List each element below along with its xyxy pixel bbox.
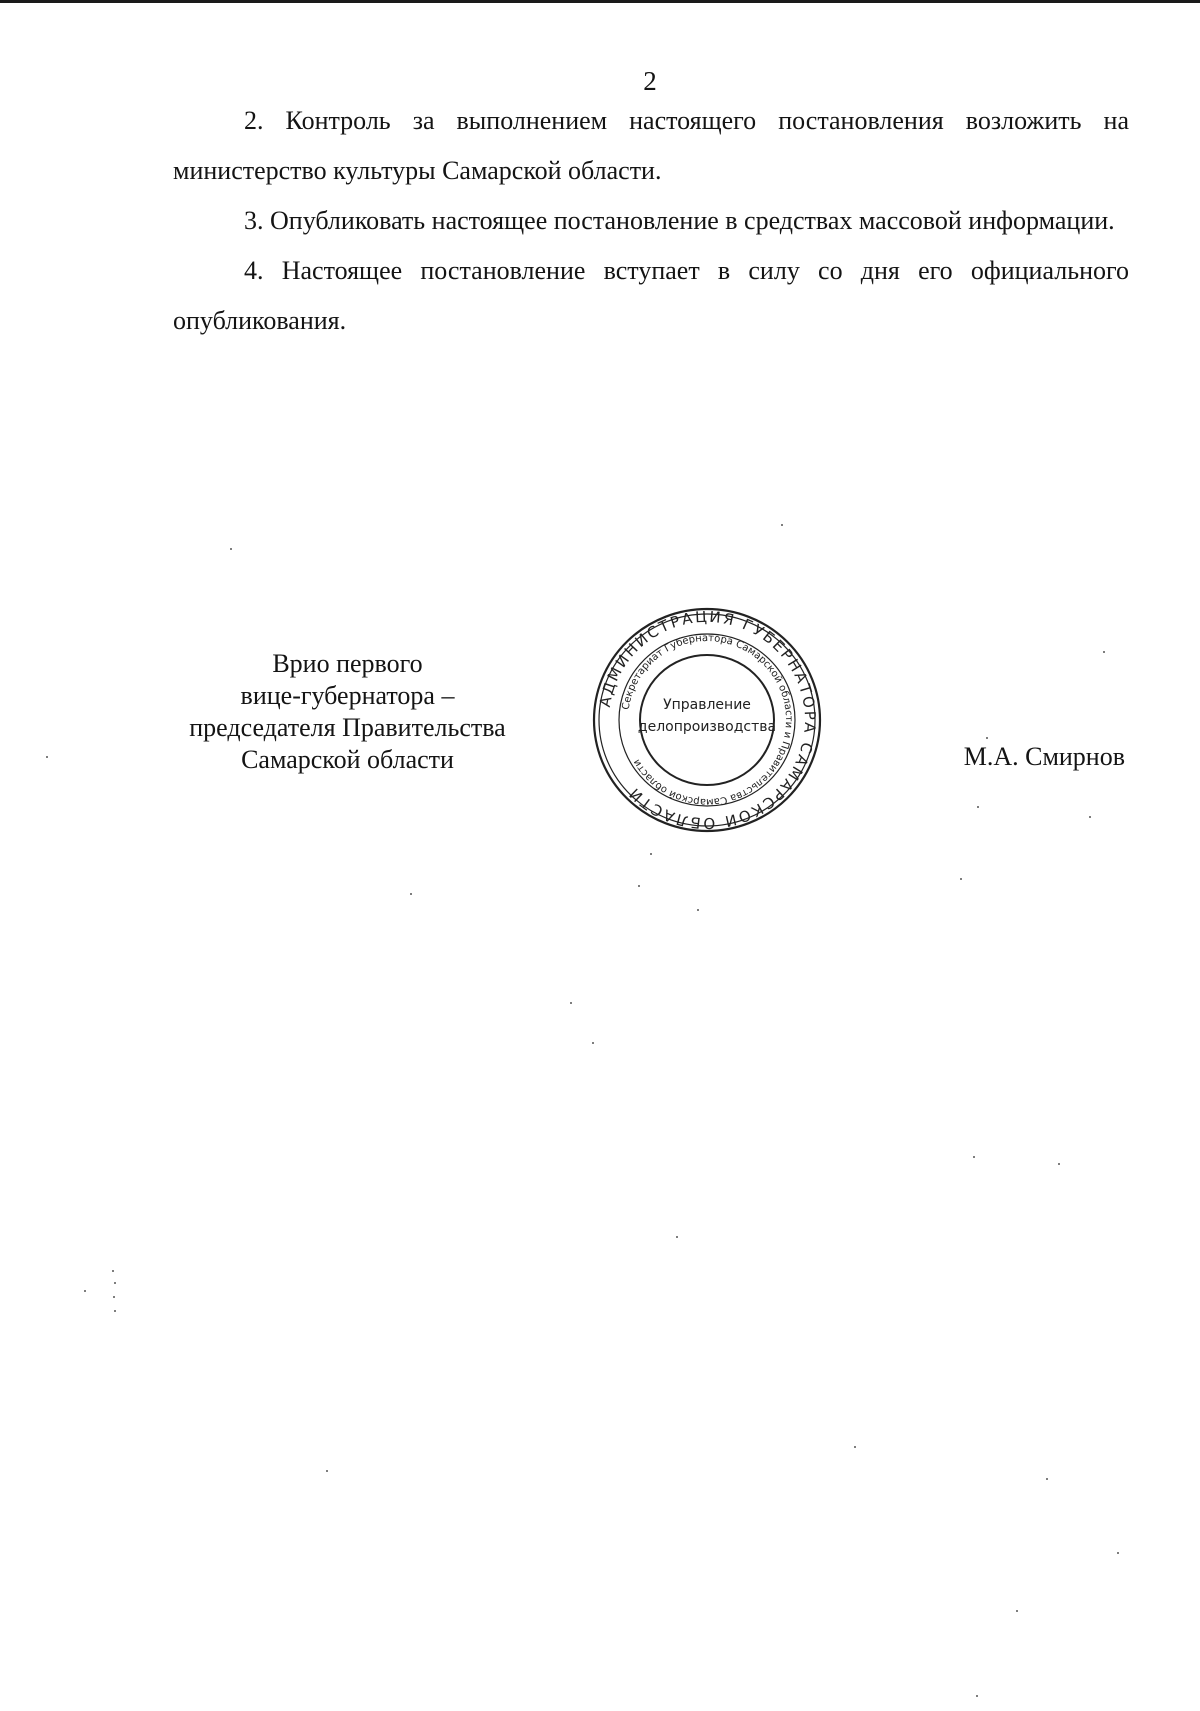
scan-speck: [592, 1042, 594, 1044]
scan-speck: [1103, 651, 1105, 653]
stamp-middle-text: Секретариат Губернатора Самарской области и Правительства Самарской области: [620, 632, 795, 808]
signatory-position: [160, 648, 535, 776]
scan-speck: [113, 1296, 115, 1298]
scan-speck: [570, 1002, 572, 1004]
scan-speck: [46, 756, 48, 758]
scan-speck: [1058, 1163, 1060, 1165]
stamp-outer-text: АДМИНИСТРАЦИЯ ГУБЕРНАТОРА САМАРСКОЙ ОБЛАСТИ: [595, 607, 820, 833]
signatory-name: М.А. Смирнов: [963, 742, 1125, 771]
paragraph-4: 4. Настоящее постановление вступает в силу со дня его официального опубликования.: [173, 256, 1129, 335]
scan-speck: [1046, 1478, 1048, 1480]
signatory-position-line: вице-губернатора –: [240, 681, 455, 710]
scan-speck: [781, 524, 783, 526]
scan-speck: [650, 853, 652, 855]
scan-speck: [854, 1446, 856, 1448]
document-body: [173, 96, 1129, 346]
paragraph-3: 3. Опубликовать настоящее постановление в средствах массовой информации.: [244, 206, 1115, 235]
scan-speck: [1089, 816, 1091, 818]
stamp-center-line-1: Управление: [663, 697, 751, 713]
scan-speck: [638, 885, 640, 887]
scan-speck: [1016, 1610, 1018, 1612]
signatory-position-line: председателя Правительства: [189, 713, 506, 742]
scan-speck: [112, 1270, 114, 1272]
signatory-position-line: Врио первого: [272, 649, 423, 678]
official-seal-stamp: [590, 604, 824, 836]
signatory-position-line: Самарской области: [241, 745, 454, 774]
page-number: 2: [643, 66, 657, 96]
scan-speck: [697, 909, 699, 911]
scan-speck: [114, 1282, 116, 1284]
scan-speck: [976, 1695, 978, 1697]
scan-speck: [326, 1470, 328, 1472]
top-border-line: [0, 0, 1200, 3]
scan-speck: [114, 1310, 116, 1312]
scan-speck: [84, 1290, 86, 1292]
scan-speck: [960, 878, 962, 880]
scan-speck: [986, 737, 988, 739]
scan-speck: [1117, 1552, 1119, 1554]
stamp-center-line-2: делопроизводства: [637, 719, 777, 735]
scan-speck: [230, 548, 232, 550]
scan-speck: [676, 1236, 678, 1238]
scan-speck: [973, 1156, 975, 1158]
paragraph-2: 2. Контроль за выполнением настоящего постановления возложить на министерство культуры Самарской области.: [173, 106, 1129, 185]
scan-speck: [410, 893, 412, 895]
scan-speck: [977, 806, 979, 808]
